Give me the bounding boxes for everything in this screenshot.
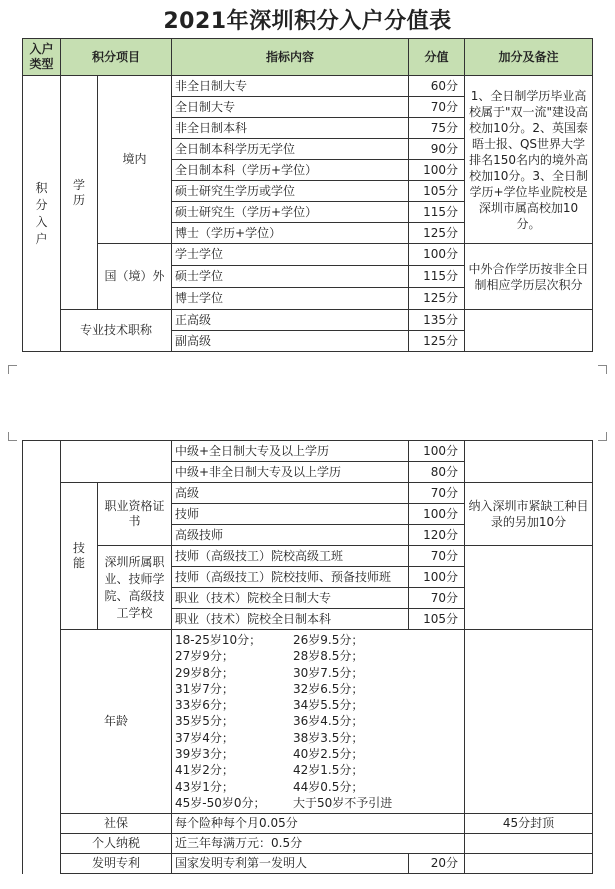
abroad-note: 中外合作学历按非全日制相应学历层次积分 (465, 244, 593, 310)
row-score: 70分 (409, 483, 465, 504)
page-corner-mark (598, 432, 607, 441)
domestic-cell: 境内 (98, 76, 172, 244)
age-score-item: 35岁5分； (175, 714, 234, 729)
patent-content: 国家发明专利第一发明人 (172, 854, 409, 874)
row-score: 100分 (409, 567, 465, 588)
edu-label: 学历 (72, 177, 85, 207)
table-row (23, 441, 593, 462)
age-score-item: 42岁1.5分； (293, 763, 364, 778)
age-score-item: 31岁7分； (175, 681, 234, 696)
age-score-item: 40岁2.5分； (293, 747, 364, 762)
abroad-cell: 国（境）外 (98, 244, 172, 310)
row-content: 技师（高级技工）院校技师、预备技师班 (172, 567, 409, 588)
header-note: 加分及备注 (465, 39, 593, 76)
row-score: 80分 (409, 462, 465, 483)
page-title: 2021年深圳积分入户分值表 (163, 9, 452, 34)
row-content: 高级技师 (172, 525, 409, 546)
empty-note (465, 854, 593, 874)
row-content: 职业（技术）院校全日制大专 (172, 588, 409, 609)
age-score-item: 45岁-50岁0分； (175, 795, 266, 810)
age-score-item: 43岁1分； (175, 779, 234, 794)
domestic-note: 1、全日制学历毕业高校属于"双一流"建设高校加10分。2、英国泰晤士报、QS世界大学排名150名内的境外高校加10分。3、全日制学历+学位毕业院校是深圳市属高校加10分。 (465, 76, 593, 244)
row-score: 125分 (409, 331, 465, 352)
row-score: 100分 (409, 244, 465, 266)
page-corner-mark (598, 365, 607, 374)
age-score-item: 18-25岁10分； (175, 633, 262, 647)
row-score: 70分 (409, 588, 465, 609)
category-cell-cont (23, 441, 61, 874)
table-header (23, 39, 593, 76)
row-content: 全日制大专 (172, 97, 409, 118)
header-score: 分值 (409, 39, 465, 76)
row-content: 技师 (172, 504, 409, 525)
row-score: 100分 (409, 160, 465, 181)
age-score-item: 36岁4.5分； (293, 714, 364, 729)
tax-cell: 个人纳税 (61, 834, 172, 854)
row-content: 高级 (172, 483, 409, 504)
row-content: 中级+非全日制大专及以上学历 (172, 462, 409, 483)
row-score: 70分 (409, 546, 465, 567)
table-row (23, 244, 593, 266)
social-content: 每个险种每个月0.05分 (172, 814, 465, 834)
skill-cell (61, 483, 98, 630)
row-content: 技师（高级技工）院校高级工班 (172, 546, 409, 567)
row-content: 非全日制本科 (172, 118, 409, 139)
page-corner-mark (8, 365, 17, 374)
age-content (172, 630, 465, 814)
social-cell: 社保 (61, 814, 172, 834)
empty-note (465, 441, 593, 483)
edu-cell (61, 76, 98, 310)
age-score-item: 大于50岁不予引进 (293, 795, 393, 810)
row-score: 125分 (409, 223, 465, 244)
row-score: 75分 (409, 118, 465, 139)
age-score-item: 39岁3分； (175, 747, 234, 762)
empty-note (465, 630, 593, 814)
intermediate-cell (61, 441, 172, 483)
row-content: 非全日制大专 (172, 76, 409, 97)
table-row (23, 854, 593, 874)
row-content: 硕士研究生学历或学位 (172, 181, 409, 202)
age-score-item: 27岁9分； (175, 649, 234, 664)
row-content: 全日制本科学历无学位 (172, 139, 409, 160)
age-score-item: 41岁2分； (175, 763, 234, 778)
age-score-item: 44岁0.5分； (293, 779, 364, 794)
table-row (23, 310, 593, 331)
age-cell: 年龄 (61, 630, 172, 814)
patent-cell: 发明专利 (61, 854, 172, 874)
age-score-item: 26岁9.5分； (293, 633, 364, 647)
age-score-item: 34岁5.5分； (293, 698, 364, 713)
title-item-cell: 专业技术职称 (61, 310, 172, 352)
score-table-part2 (22, 440, 593, 874)
row-score: 100分 (409, 441, 465, 462)
row-content: 博士（学历+学位） (172, 223, 409, 244)
age-score-item: 29岁8分； (175, 665, 234, 680)
empty-note (465, 310, 593, 352)
header-item: 积分项目 (61, 39, 172, 76)
tax-content: 近三年每满万元：0.5分 (172, 834, 465, 854)
row-score: 115分 (409, 266, 465, 288)
row-content: 职业（技术）院校全日制本科 (172, 609, 409, 630)
row-score: 70分 (409, 97, 465, 118)
table-row (23, 834, 593, 854)
row-content: 硕士研究生（学历+学位） (172, 202, 409, 223)
row-score: 105分 (409, 181, 465, 202)
age-left-list (175, 632, 293, 811)
row-score: 105分 (409, 609, 465, 630)
row-score: 100分 (409, 504, 465, 525)
row-content: 副高级 (172, 331, 409, 352)
row-content: 硕士学位 (172, 266, 409, 288)
row-content: 中级+全日制大专及以上学历 (172, 441, 409, 462)
row-content: 全日制本科（学历+学位） (172, 160, 409, 181)
skill-label: 技能 (72, 541, 85, 570)
page-corner-mark (8, 432, 17, 441)
school-cell: 深圳所属职业、技师学院、高级技工学校 (98, 546, 172, 630)
age-score-item: 30岁7.5分； (293, 665, 364, 680)
category-cell (23, 76, 61, 352)
age-score-item: 28岁8.5分； (293, 649, 364, 664)
header-type: 入户类型 (23, 39, 61, 76)
row-score: 125分 (409, 288, 465, 310)
row-score: 115分 (409, 202, 465, 223)
age-right-list (293, 632, 392, 811)
row-content: 正高级 (172, 310, 409, 331)
cert-cell: 职业资格证书 (98, 483, 172, 546)
row-content: 学士学位 (172, 244, 409, 266)
row-content: 博士学位 (172, 288, 409, 310)
row-score: 120分 (409, 525, 465, 546)
empty-note (465, 546, 593, 630)
header-content: 指标内容 (172, 39, 409, 76)
table-row (23, 814, 593, 834)
empty-note (465, 834, 593, 854)
age-score-item: 37岁4分； (175, 730, 234, 745)
row-score: 90分 (409, 139, 465, 160)
row-score: 135分 (409, 310, 465, 331)
table-row (23, 546, 593, 567)
category-label: 积分入户 (35, 180, 48, 246)
age-score-item: 33岁6分； (175, 698, 234, 713)
table-row (23, 76, 593, 97)
age-score-item: 32岁6.5分； (293, 681, 364, 696)
row-score: 60分 (409, 76, 465, 97)
table-row (23, 630, 593, 814)
cert-note: 纳入深圳市紧缺工种目录的另加10分 (465, 483, 593, 546)
patent-score: 20分 (409, 854, 465, 874)
age-score-item: 38岁3.5分； (293, 730, 364, 745)
score-table-part1 (22, 38, 593, 352)
social-note: 45分封顶 (465, 814, 593, 834)
table-row (23, 483, 593, 504)
